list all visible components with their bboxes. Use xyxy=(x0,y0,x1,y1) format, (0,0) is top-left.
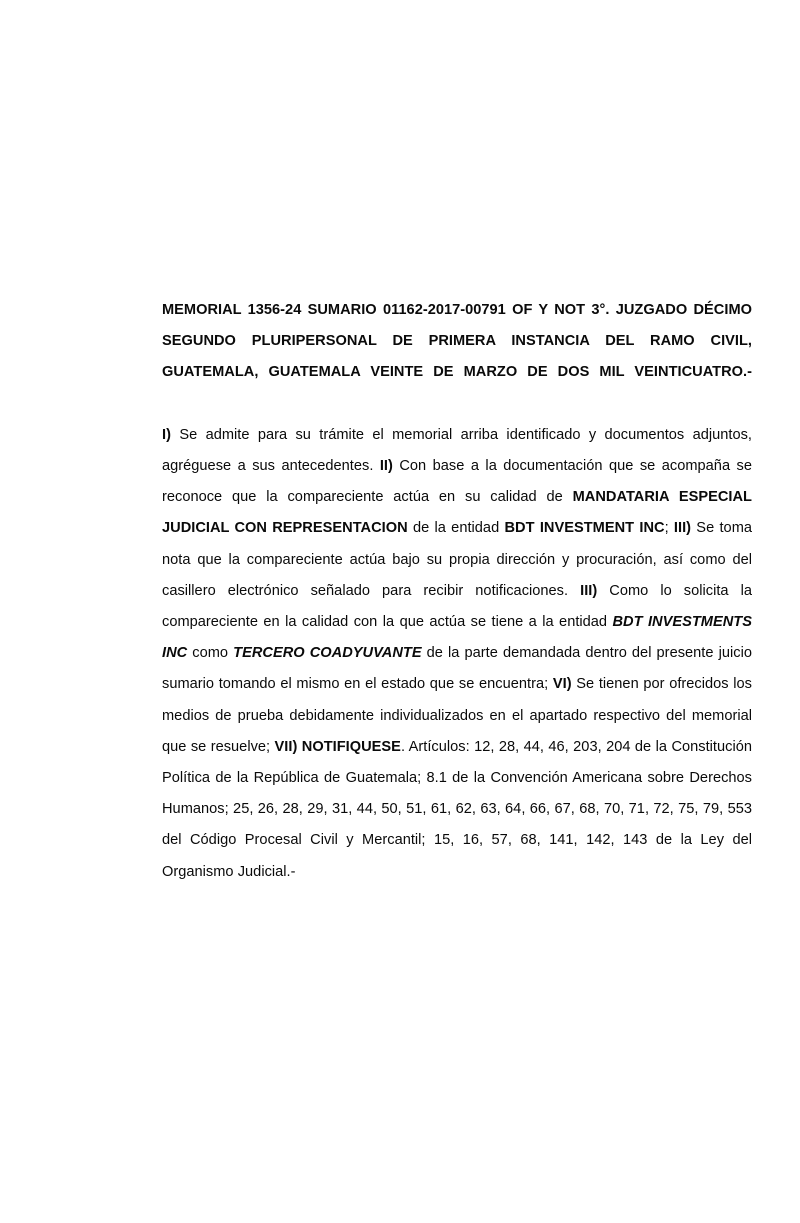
representation-capacity: MANDATARIA ESPECIAL JUDICIAL CON REPRESENTACION xyxy=(162,489,752,537)
item-4-text-b: como xyxy=(187,645,234,662)
resolution-paragraph xyxy=(162,420,752,888)
item-2-text-a: Con base a la documentación que se acompaña se reconoce que la compareciente actúa en su calidad de xyxy=(162,458,752,506)
item-7-marker: VII) xyxy=(274,738,298,755)
item-1-marker: I) xyxy=(162,426,171,443)
item-1-text: Se admite para su trámite el memorial arriba identificado y documentos adjuntos, agréguese a sus antecedentes. xyxy=(162,426,752,475)
item-4-marker: III) xyxy=(580,582,598,599)
party-role: TERCERO COADYUVANTE xyxy=(233,645,422,662)
entity-name-first: BDT INVESTMENT INC xyxy=(504,520,665,537)
item-4-text-a: Como lo solicita la compareciente en la calidad con la que actúa se tiene a la entidad xyxy=(162,582,752,631)
item-2-marker: II) xyxy=(379,458,393,475)
item-3-marker: III) xyxy=(673,520,692,537)
item-3-text: Se toma nota que la compareciente actúa bajo su propia dirección y procuración, así como del casillero electrónico señalado para recibir notificaciones. xyxy=(162,520,753,599)
item-2-text-c: ; xyxy=(664,520,674,537)
item-6-text: Se tienen por ofrecidos los medios de prueba debidamente individualizados en el apartado respectivo del memorial que se resuelve; xyxy=(162,676,752,755)
legal-citations: . Artículos: 12, 28, 44, 46, 203, 204 de la Constitución Política de la República de Guatemala; 8.1 de la Convención Americana sobre Derechos Humanos; 25, 26, 28, 29, 31, 44, 50, 51, 61, 62, 63, 64, 66, 67, 68, 70, 71, 72, 75, 79, 553 del Código Procesal Civil y Mercantil; 15, 16, 57, 68, 141, 142, 143 de la Ley del Organismo Judicial.- xyxy=(162,738,752,880)
item-4-text-c: de la parte demandada dentro del presente juicio sumario tomando el mismo en el estado que se encuentra; xyxy=(162,645,752,693)
notify-order: NOTIFIQUESE xyxy=(301,738,401,755)
item-2-text-b: de la entidad xyxy=(407,520,505,537)
document-text-block xyxy=(162,295,752,888)
entity-name-second: BDT INVESTMENTS INC xyxy=(162,614,752,662)
heading-text: MEMORIAL 1356-24 SUMARIO 01162-2017-00791 OF Y NOT 3°. JUZGADO DÉCIMO SEGUNDO PLURIPERSONAL DE PRIMERA INSTANCIA DEL RAMO CIVIL, GUATEMALA, GUATEMALA VEINTE DE MARZO DE DOS MIL VEINTICUATRO.- xyxy=(162,302,752,381)
heading-paragraph xyxy=(162,295,752,420)
item-6-marker: VI) xyxy=(552,676,572,693)
